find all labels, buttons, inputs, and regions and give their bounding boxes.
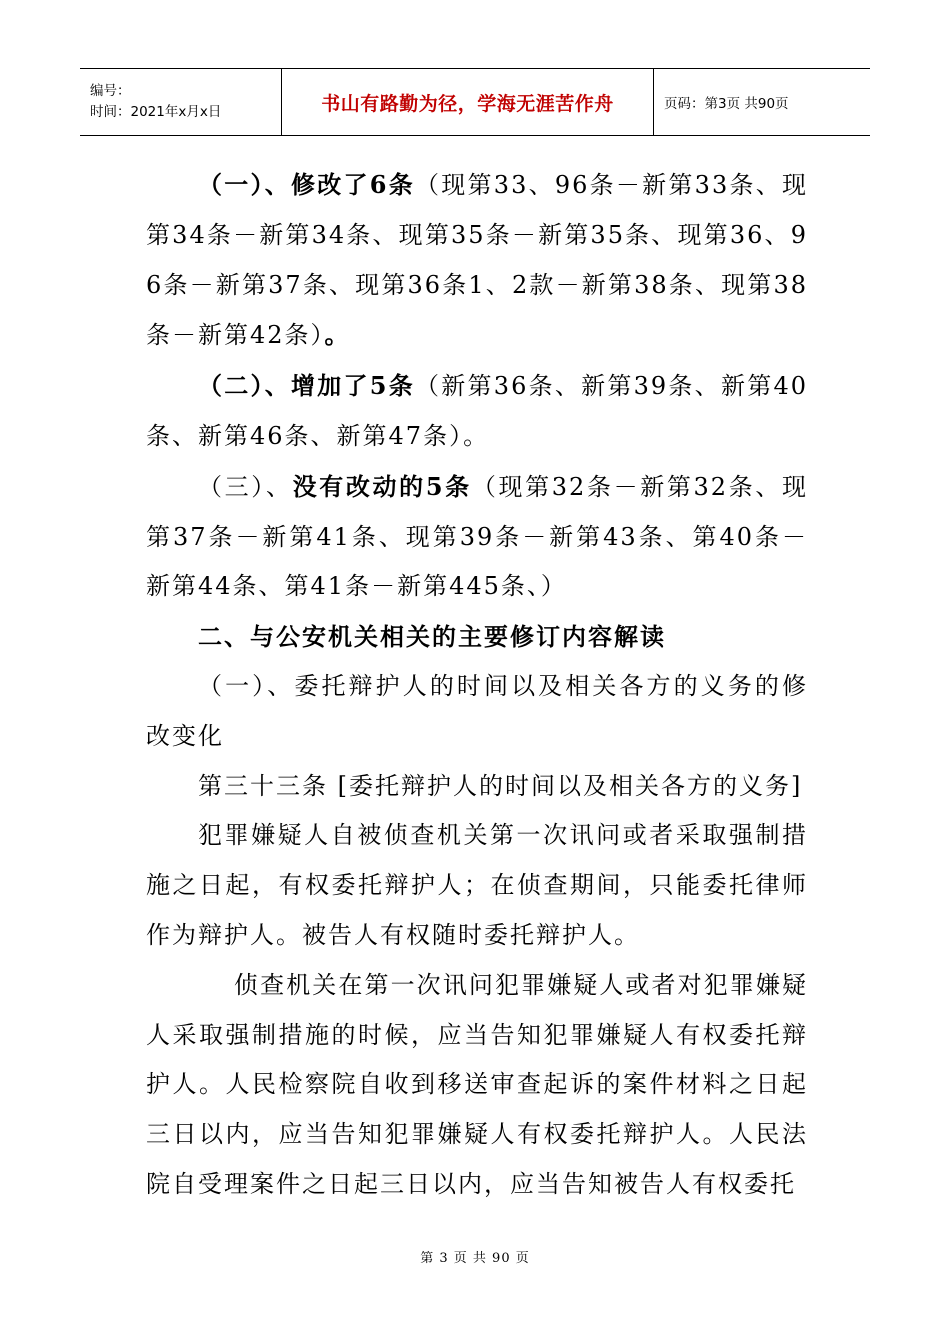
paragraph-modified [146, 160, 808, 361]
page-footer: 第 3 页 共 90 页 [420, 1251, 530, 1266]
paragraph-added [146, 361, 808, 462]
paragraph-unchanged-prefix: （三）、 [198, 472, 293, 501]
header-page-info [654, 69, 870, 135]
paragraph-modified-end: 。 [324, 320, 351, 350]
paragraph-unchanged-heading: 没有改动的5条 [292, 471, 472, 501]
paragraph-added-heading: （二）、增加了5条 [198, 371, 416, 401]
header-motto [282, 69, 654, 135]
document-date: 时间：2021年x月x日 [90, 104, 222, 120]
subsection-heading: （一）、委托辩护人的时间以及相关各方的义务的修改变化 [146, 671, 808, 750]
paragraph-unchanged-text: （现第32条－新第32条、现第37条－新第41条、现第39条－新第43条、第40条－新第44条、第41条－新第445条、） [146, 472, 809, 601]
motto-text: 书山有路勤为径，学海无涯苦作舟 [321, 92, 614, 115]
paragraph-unchanged [146, 462, 808, 612]
page-header [80, 68, 870, 136]
document-body [146, 160, 808, 1210]
paragraph-modified-text: （现第33、96条－新第33条、现第34条－新第34条、现第35条－新第35条、现第36、96条－新第37条、现第36条1、2款－新第38条、现第38条－新第42条） [146, 171, 808, 350]
header-meta [80, 69, 282, 135]
page-info-text: 页码：第3页 共90页 [664, 96, 789, 112]
paragraph-added-text: （新第36条、新第39条、新第40条、新第46条、新第47条）。 [146, 372, 808, 450]
section-heading: 二、与公安机关相关的主要修订内容解读 [198, 622, 666, 652]
paragraph-modified-heading: （一）、修改了6条 [198, 170, 416, 199]
article-title: 第三十三条 [委托辩护人的时间以及相关各方的义务] [198, 771, 803, 800]
document-number-label: 编号： [90, 83, 131, 99]
article-paragraph-1: 犯罪嫌疑人自被侦查机关第一次讯问或者采取强制措施之日起，有权委托辩护人；在侦查期间，只能委托律师作为辩护人。被告人有权随时委托辩护人。 [146, 821, 808, 949]
article-paragraph-2: 侦查机关在第一次讯问犯罪嫌疑人或者对犯罪嫌疑人采取强制措施的时候，应当告知犯罪嫌疑人有权委托辩护人。人民检察院自收到移送审查起诉的案件材料之日起三日以内，应当告知犯罪嫌疑人有权委托辩护人。人民法院自受理案件之日起三日以内，应当告知被告人有权委托 [146, 970, 808, 1198]
